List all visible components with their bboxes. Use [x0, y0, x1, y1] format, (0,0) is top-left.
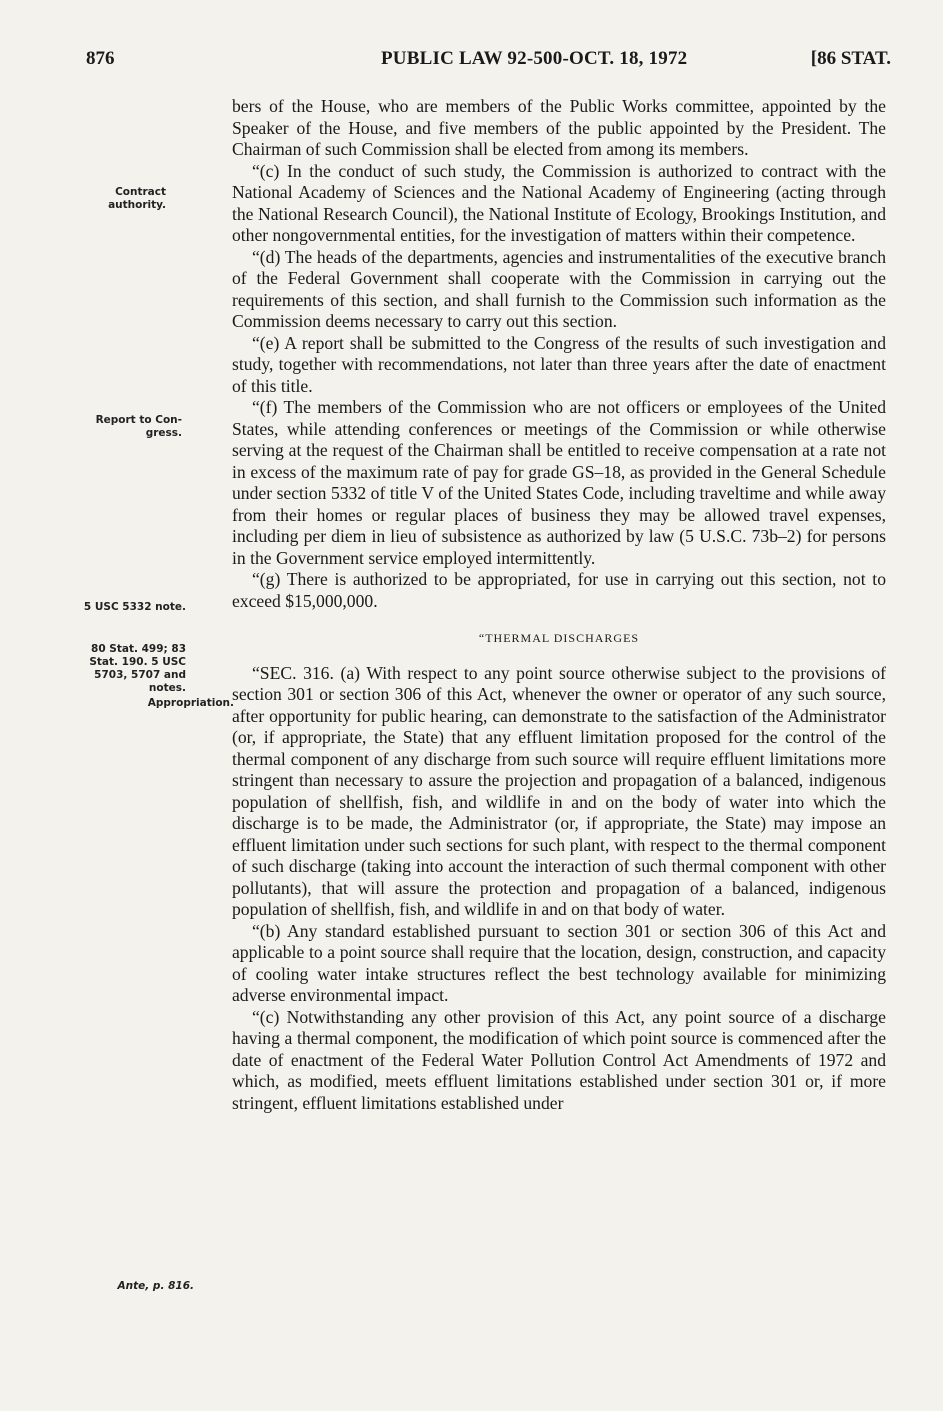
paragraph-e-report: “(e) A report shall be submitted to the Congress of the results of such investigation and study, together with recommendations, not later than three years after the date of enactment of this title. — [232, 332, 886, 396]
margin-note-stat-references: 80 Stat. 499; 83 Stat. 190. 5 USC 5703, 5707 and notes. — [89, 643, 186, 694]
margin-note-report-to-congress: Report to Con-gress. — [95, 414, 182, 439]
paragraph-sec-316-c: “(c) Notwithstanding any other provision of this Act, any point source of a discharge having a thermal component, the modification of which point source is commenced after the date of enactment of the Federal Water Pollution Control Act Amendments of 1972 and which, as modified, meets effluent limitations established under section 301 or, if more stringent, effluent limitations established under — [232, 1006, 886, 1113]
running-title: PUBLIC LAW 92-500-OCT. 18, 1972 — [381, 48, 688, 69]
paragraph-commission-members: bers of the House, who are members of the Public Works committee, appointed by the Speaker of the House, and five members of the public appointed by the President. The Chairman of such Commission shall be elected from among its members. — [232, 96, 886, 159]
margin-note-appropriation: Appropriation. — [147, 697, 234, 709]
volume-reference: [86 STAT. — [810, 48, 891, 69]
paragraph-sec-316-a: “SEC. 316. (a) With respect to any point source otherwise subject to the provisions of section 301 or section 306 of this Act, whenever the owner or operator of any such source, after opportunity for public hearing, can demonstrate to the satisfaction of the Administrator (or, if appropriate, the State) that any effluent limitation proposed for the control of the thermal component of any discharge from such source will require effluent limitations more stringent than necessary to assure the projection and propagation of a balanced, indigenous population of shellfish, fish, and wildlife in and on the body of water into which the discharge is to be made, the Administrator (or, if appropriate, the State) may impose an effluent limitation under such sections for such plant, with respect to the thermal component of such discharge (taking into account the interaction of such thermal component with other pollutants), that will assure the protection and propagation of a balanced, indigenous population of shellfish, fish, and wildlife in and on that body of water. — [232, 662, 886, 919]
margin-note-usc-5332: 5 USC 5332 note. — [83, 601, 186, 613]
paragraph-f-compensation: “(f) The members of the Commission who are not officers or employees of the United States, while attending conferences or meetings of the Commission or while otherwise serving at the request of the Chairman shall be entitled to receive compensation at a rate not in excess of the maximum rate of pay for grade GS–18, as provided in the General Schedule under section 5332 of title V of the United States Code, including traveltime and while away from their homes or regular places of business they may be allowed travel expenses, including per diem in lieu of subsistence as authorized by law (5 U.S.C. 73b–2) for persons in the Government service employed intermittently. — [232, 397, 886, 568]
section-heading: “THERMAL DISCHARGES — [478, 631, 640, 645]
page-number: 876 — [86, 48, 115, 69]
paragraph-sec-316-b: “(b) Any standard established pursuant to section 301 or section 306 of this Act and applicable to a point source shall require that the location, design, construction, and capacity of cooling water intake structures reflect the best technology available for minimizing adverse environmental impact. — [232, 920, 886, 1005]
margin-note-ante: Ante, p. 816. — [117, 1280, 194, 1292]
page-header — [86, 48, 891, 80]
margin-note-contract-authority: Contract authority. — [108, 186, 166, 211]
main-text — [232, 96, 886, 1114]
paragraph-g-appropriation: “(g) There is authorized to be appropriated, for use in carrying out this section, not to exceed $15,000,000. — [232, 569, 886, 611]
paragraph-d-cooperation: “(d) The heads of the departments, agencies and instrumentalities of the executive branch of the Federal Government shall cooperate with the Commission in carrying out the requirements of this section, and shall furnish to the Commission such information as the Commission deems necessary to carry out this section. — [232, 246, 886, 331]
paragraph-c-contract: “(c) In the conduct of such study, the Commission is authorized to contract with the National Academy of Sciences and the National Academy of Engineering (acting through the National Research Council), the National Institute of Ecology, Brookings Institution, and other nongovernmental entities, for the investigation of matters within their competence. — [232, 160, 886, 245]
